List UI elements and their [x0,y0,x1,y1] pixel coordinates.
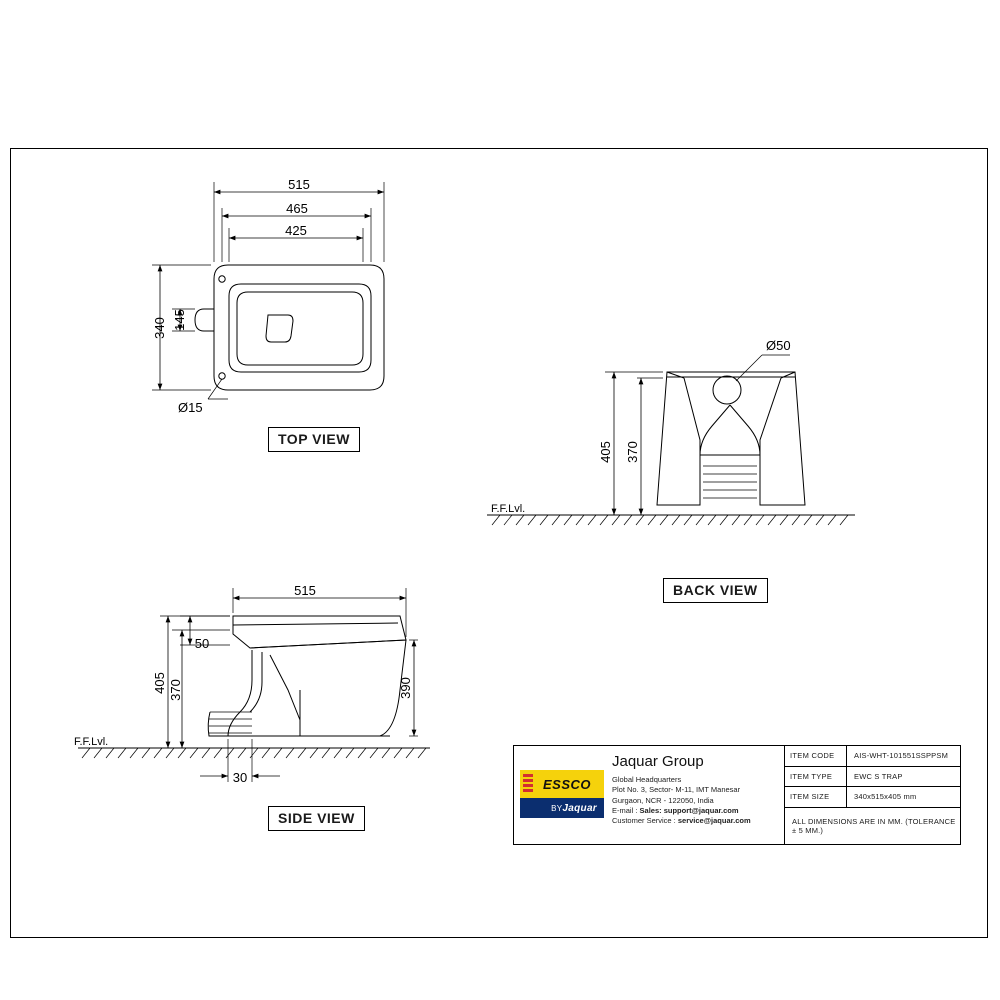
logo-by-text: BY [551,803,563,813]
dim-top-425: 425 [285,223,307,238]
title-block-specs [785,746,960,844]
logo-group-text [520,798,604,818]
title-block-company [514,746,785,844]
view-label-side: SIDE VIEW [268,806,365,831]
company-email-label: E-mail : [612,805,640,815]
spec-key-item-code: ITEM CODE [785,746,847,766]
company-details [604,752,751,826]
view-label-top: TOP VIEW [268,427,360,452]
dim-side-405: 405 [152,672,167,694]
logo-badge [520,770,604,798]
dim-side-515: 515 [294,583,316,598]
company-line-1: Global Headquarters [612,775,682,785]
floor-level-label-back: F.F.Lvl. [491,503,526,515]
spec-value-item-size: 340x515x405 mm [854,792,917,802]
dim-top-145: 145 [172,309,187,331]
dim-back-outlet: Ø50 [766,338,791,353]
dim-side-30: 30 [232,770,248,785]
logo-stripes-icon [523,774,533,794]
company-service-label: Customer Service : [612,815,678,825]
dim-side-390: 390 [398,677,413,699]
company-customer-service [612,816,751,826]
dim-side-370: 370 [168,679,183,701]
company-line-2: Plot No. 3, Sector- M-11, IMT Manesar [612,785,741,795]
company-email-value: Sales: support@jaquar.com [639,805,739,815]
company-line-3: Gurgaon, NCR - 122050, India [612,795,714,805]
essco-logo [520,770,604,818]
dim-back-370: 370 [625,441,640,463]
company-name: Jaquar Group [612,753,704,770]
dim-top-340: 340 [152,317,167,339]
dim-top-515: 515 [288,177,310,192]
title-block [513,745,961,845]
dim-top-hole: Ø15 [178,400,203,415]
spec-value-item-code: AIS-WHT-101551SSPPSM [854,751,949,761]
spec-row-item-type [785,767,960,788]
floor-level-label-side: F.F.Lvl. [74,736,109,748]
logo-brand-text: ESSCO [542,776,591,792]
company-service-value: service@jaquar.com [677,815,751,825]
company-email-sales [612,806,751,816]
spec-row-item-size [785,787,960,808]
view-label-back: BACK VIEW [663,578,768,603]
dim-back-405: 405 [598,441,613,463]
spec-key-item-size: ITEM SIZE [785,787,847,807]
spec-row-note [785,808,960,844]
dim-top-465: 465 [286,201,308,216]
dim-side-50: 50 [194,636,210,651]
spec-row-item-code [785,746,960,767]
logo-jaquar-text: Jaquar [562,802,597,814]
spec-value-item-type: EWC S TRAP [854,771,903,781]
spec-key-item-type: ITEM TYPE [785,767,847,787]
tolerance-note: ALL DIMENSIONS ARE IN MM. (TOLERANCE ± 5 MM.) [792,816,956,835]
